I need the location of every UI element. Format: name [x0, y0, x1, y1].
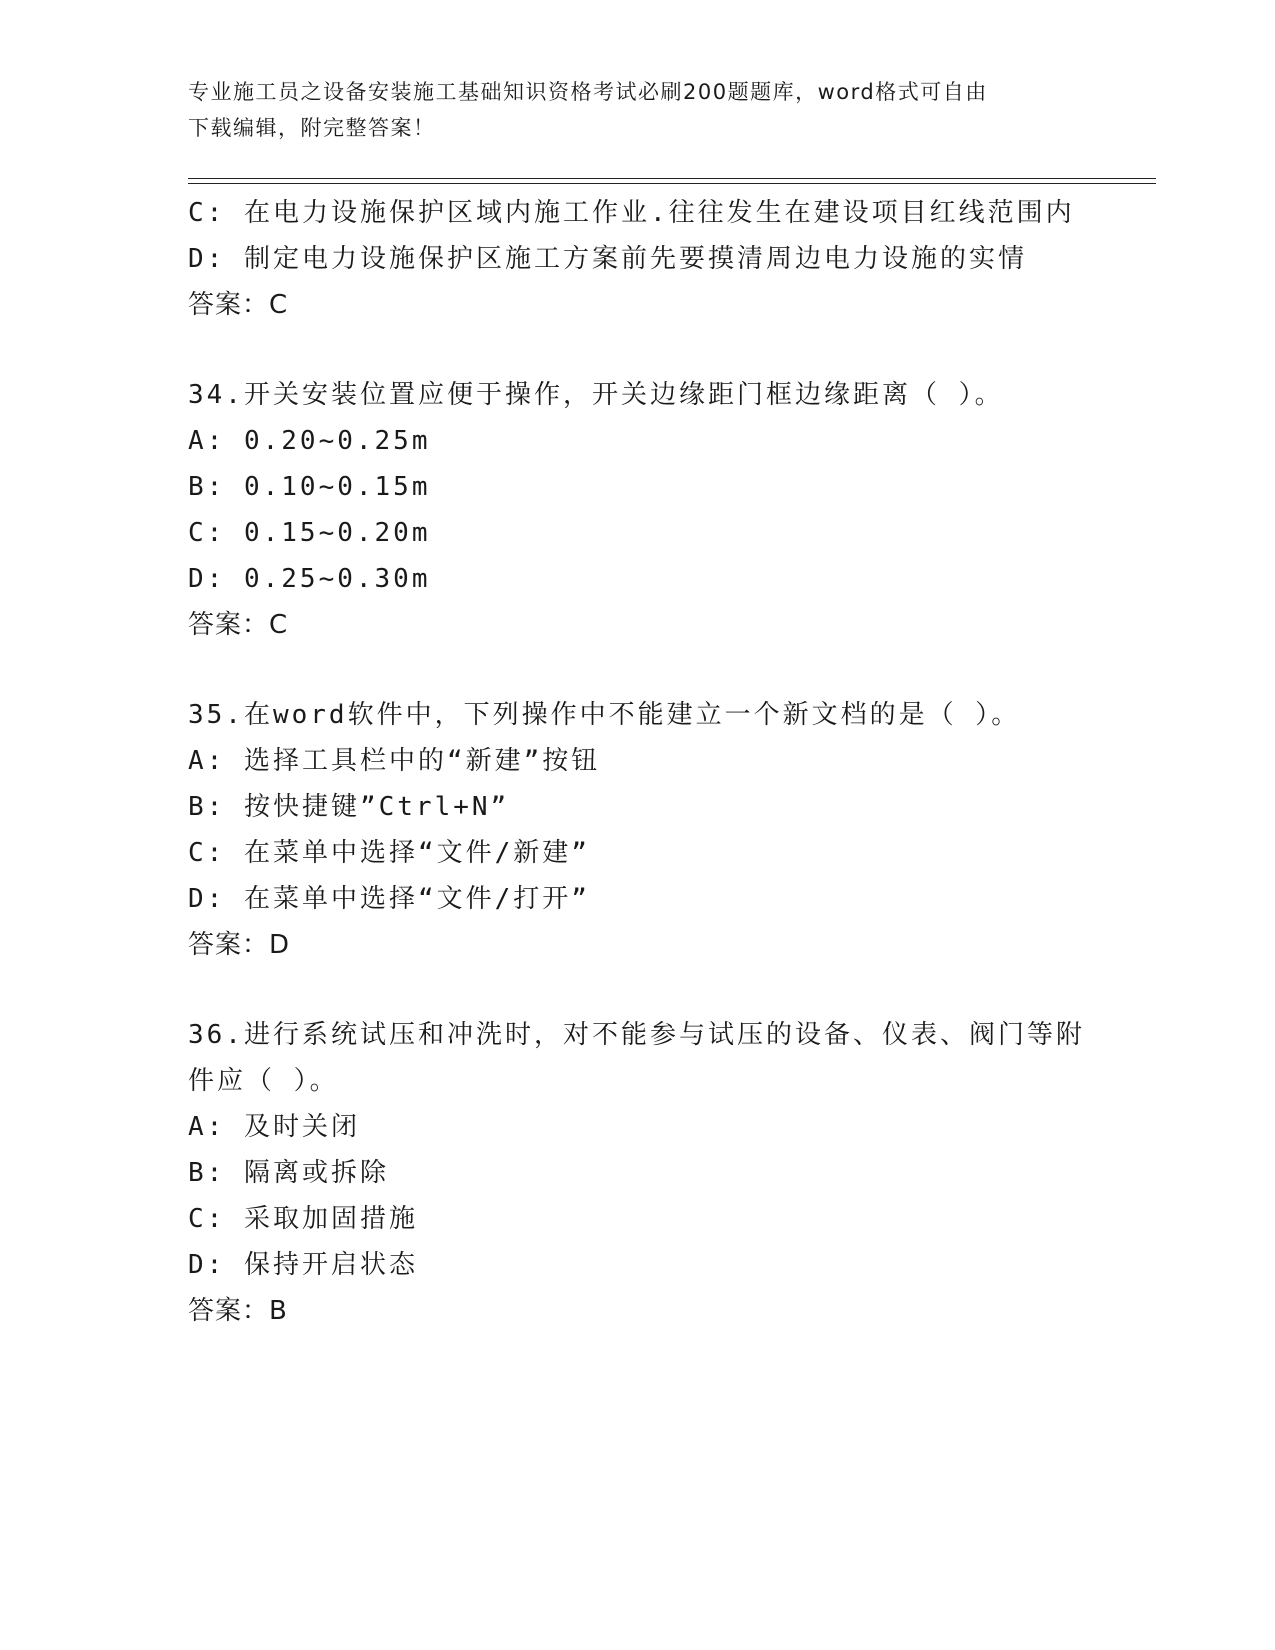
header-title-line-1: 专业施工员之设备安装施工基础知识资格考试必刷200题题库，word格式可自由: [188, 80, 988, 104]
q34-option-a: A: 0.20~0.25m: [188, 426, 431, 456]
q35-answer: 答案：D: [188, 930, 291, 960]
q35-question: 35.在word软件中，下列操作中不能建立一个新文档的是（ ）。: [188, 700, 1021, 730]
q35-option-c: C: 在菜单中选择“文件/新建”: [188, 838, 590, 868]
question-list: [188, 190, 1148, 1334]
q34-option-b: B: 0.10~0.15m: [188, 472, 431, 502]
question-spacer: [188, 328, 1148, 372]
q36-option-c: C: 采取加固措施: [188, 1204, 418, 1234]
q36-option-d: D: 保持开启状态: [188, 1250, 418, 1280]
q36-question-line-1: 36.进行系统试压和冲洗时，对不能参与试压的设备、仪表、阀门等附: [188, 1020, 1085, 1050]
q33-answer: 答案：C: [188, 290, 289, 320]
q34-answer: 答案：C: [188, 610, 289, 640]
q34-option-d: D: 0.25~0.30m: [188, 564, 431, 594]
header-divider-bottom: [188, 183, 1156, 184]
document-header: [188, 74, 1088, 146]
q35-option-b: B: 按快捷键”Ctrl+N”: [188, 792, 510, 822]
header-divider-top: [188, 178, 1156, 179]
q34-question: 34.开关安装位置应便于操作，开关边缘距门框边缘距离（ ）。: [188, 380, 1004, 410]
q34-option-c: C: 0.15~0.20m: [188, 518, 431, 548]
q36-question-line-2: 件应（ ）。: [188, 1066, 339, 1096]
q33-option-d: D: 制定电力设施保护区施工方案前先要摸清周边电力设施的实情: [188, 244, 1027, 274]
q33-option-c: C: 在电力设施保护区域内施工作业.往往发生在建设项目红线范围内: [188, 198, 1075, 228]
question-spacer: [188, 968, 1148, 1012]
question-spacer: [188, 648, 1148, 692]
q35-option-d: D: 在菜单中选择“文件/打开”: [188, 884, 590, 914]
header-title-line-2: 下载编辑，附完整答案！: [188, 116, 436, 140]
q36-option-b: B: 隔离或拆除: [188, 1158, 389, 1188]
q36-answer: 答案：B: [188, 1296, 288, 1326]
q35-option-a: A: 选择工具栏中的“新建”按钮: [188, 746, 601, 776]
q36-option-a: A: 及时关闭: [188, 1112, 360, 1142]
